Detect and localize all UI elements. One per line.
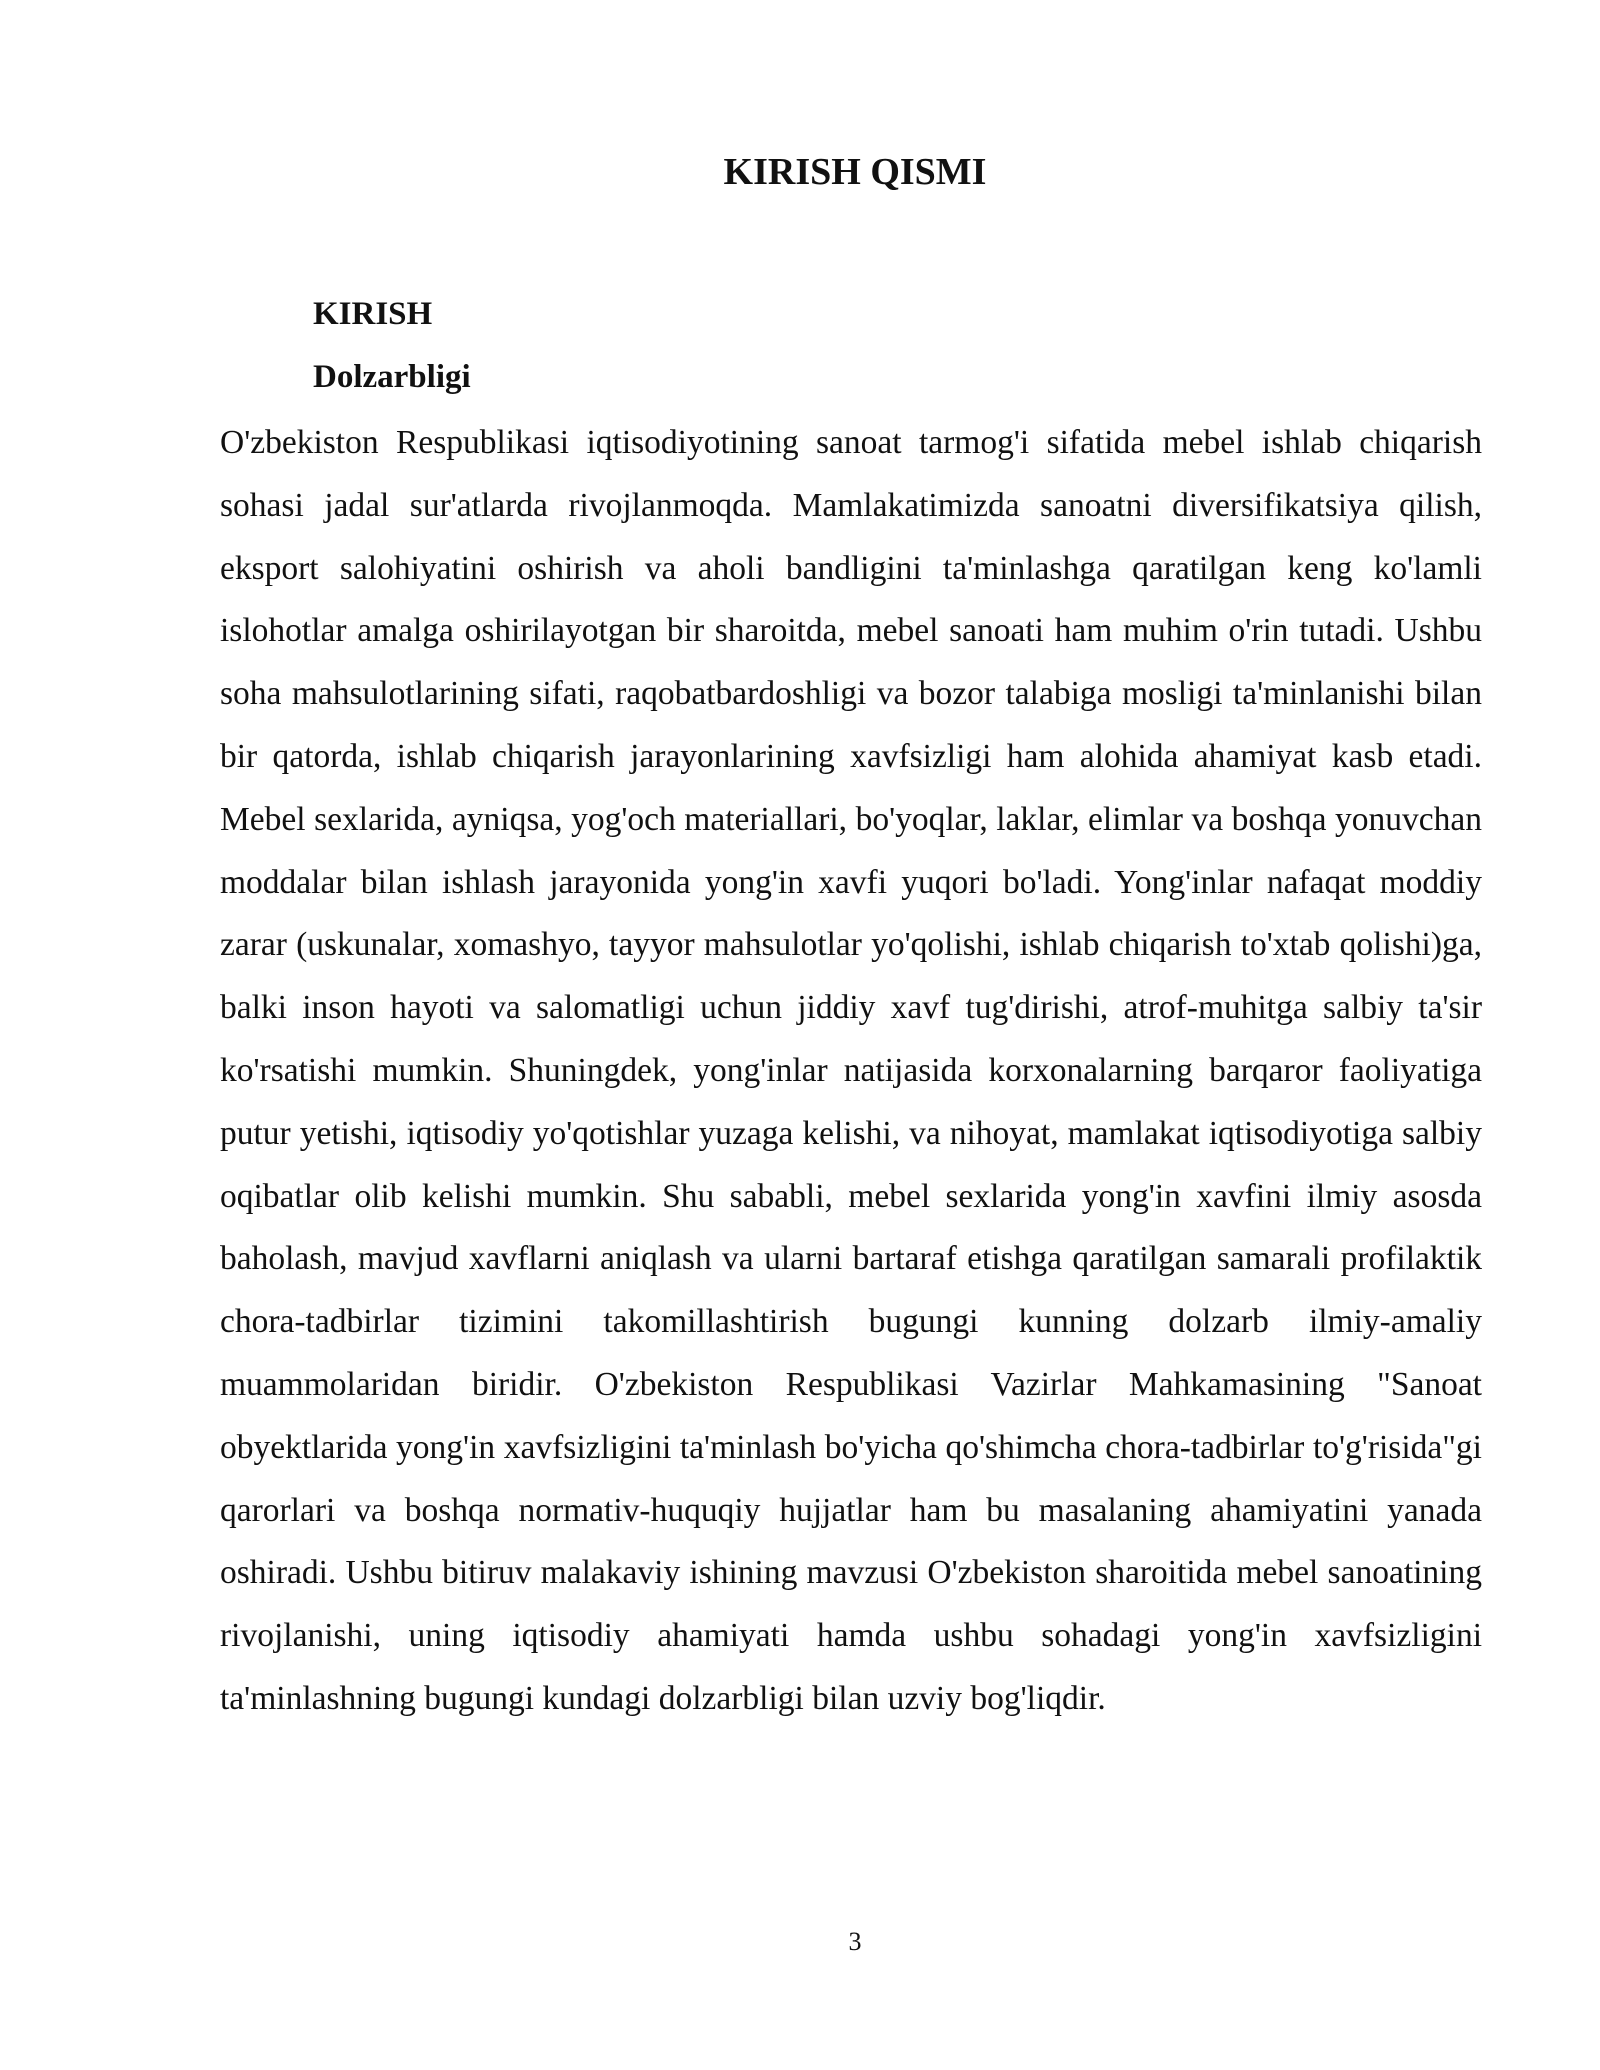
section-heading-kirish: KIRISH	[313, 296, 433, 332]
page-title: KIRISH QISMI	[723, 151, 987, 193]
subsection-heading-dolzarbligi: Dolzarbligi	[313, 359, 471, 395]
body-paragraph: O'zbekiston Respublikasi iqtisodiyotining sanoat tarmog'i sifatida mebel ishlab chiqarish sohasi jadal sur'atlarda rivojlanmoqda. Mamlakatimizda sanoatni diversifikatsiya qilish, eksport salohiyatini oshirish va aholi bandligini ta'minlashga qaratilgan keng ko'lamli islohotlar amalga oshirilayotgan bir sharoitda, mebel sanoati ham muhim o'rin tutadi. Ushbu soha mahsulotlarining sifati, raqobatbardoshligi va bozor talabiga mosligi ta'minlanishi bilan bir qatorda, ishlab chiqarish jarayonlarining xavfsizligi ham alohida ahamiyat kasb etadi. Mebel sexlarida, ayniqsa, yog'och materiallari, bo'yoqlar, laklar, elimlar va boshqa yonuvchan moddalar bilan ishlash jarayonida yong'in xavfi yuqori bo'ladi. Yong'inlar nafaqat moddiy zarar (uskunalar, xomashyo, tayyor mahsulotlar yo'qolishi, ishlab chiqarish to'xtab qolishi)ga, balki inson hayoti va salomatligi uchun jiddiy xavf tug'dirishi, atrof-muhitga salbiy ta'sir ko'rsatishi mumkin. Shuningdek, yong'inlar natijasida korxonalarning barqaror faoliyatiga putur yetishi, iqtisodiy yo'qotishlar yuzaga kelishi, va nihoyat, mamlakat iqtisodiyotiga salbiy oqibatlar olib kelishi mumkin. Shu sababli, mebel sexlarida yong'in xavfini ilmiy asosda baholash, mavjud xavflarni aniqlash va ularni bartaraf etishga qaratilgan samarali profilaktik chora-tadbirlar tizimini takomillashtirish bugungi kunning dolzarb ilmiy-amaliy muammolaridan biridir. O'zbekiston Respublikasi Vazirlar Mahkamasining "Sanoat obyektlarida yong'in xavfsizligini ta'minlash bo'yicha qo'shimcha chora-tadbirlar to'g'risida"gi qarorlari va boshqa normativ-huquqiy hujjatlar ham bu masalaning ahamiyatini yanada oshiradi. Ushbu bitiruv malakaviy ishining mavzusi O'zbekiston sharoitida mebel sanoatining rivojlanishi, uning iqtisodiy ahamiyati hamda ushbu sohadagi yong'in xavfsizligini ta'minlashning bugungi kundagi dolzarbligi bilan uzviy bog'liqdir.	[220, 424, 1482, 1717]
page-number: 3	[848, 1927, 862, 1956]
